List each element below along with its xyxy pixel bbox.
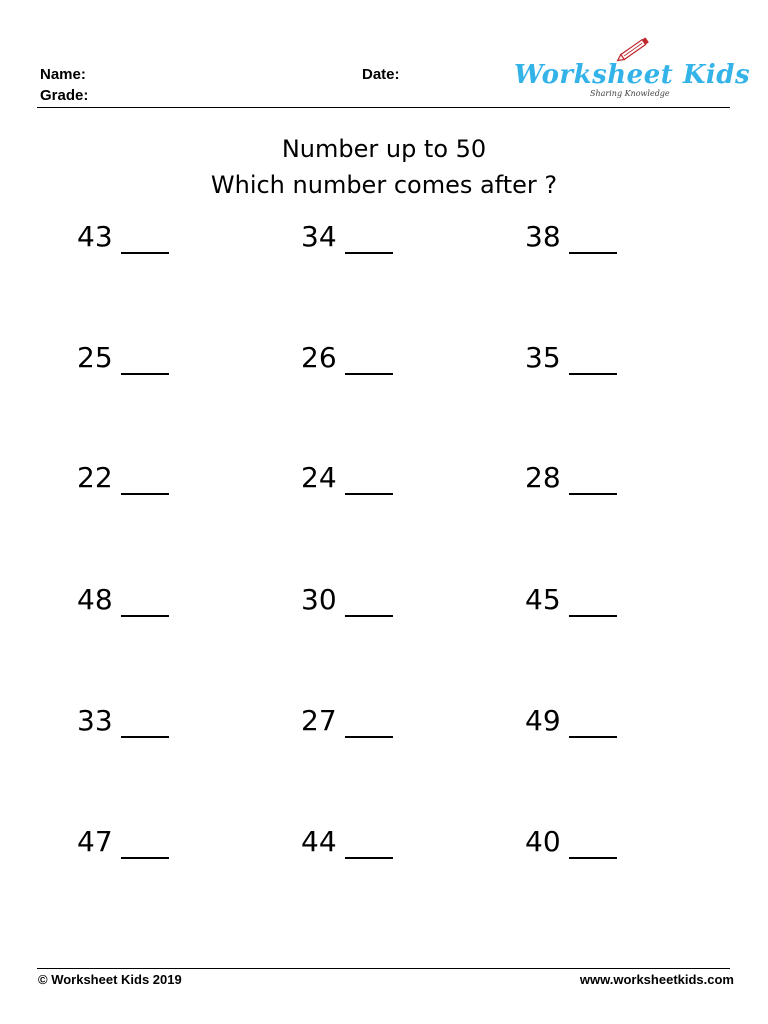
header-divider [37, 107, 730, 108]
worksheet-kids-logo [512, 34, 751, 104]
answer-blank[interactable] [569, 252, 617, 254]
problem-number: 35 [525, 341, 561, 374]
answer-blank[interactable] [345, 736, 393, 738]
footer-copyright: © Worksheet Kids 2019 [38, 972, 182, 987]
problem-item [301, 460, 461, 500]
problem-item [301, 340, 461, 380]
problem-item [77, 460, 237, 500]
problem-number: 38 [525, 220, 561, 253]
logo-text: Worksheet Kids [514, 60, 751, 90]
problem-item [301, 219, 461, 259]
name-label: Name: [40, 66, 86, 83]
problem-item [525, 219, 685, 259]
problem-item [525, 460, 685, 500]
answer-blank[interactable] [569, 493, 617, 495]
grade-label: Grade: [40, 87, 89, 104]
problem-item [77, 582, 237, 622]
answer-blank[interactable] [345, 857, 393, 859]
answer-blank[interactable] [345, 493, 393, 495]
problem-item [77, 824, 237, 864]
problem-item [77, 219, 237, 259]
problem-number: 40 [525, 825, 561, 858]
answer-blank[interactable] [121, 857, 169, 859]
worksheet-instruction: Which number comes after ? [210, 171, 558, 199]
answer-blank[interactable] [569, 373, 617, 375]
problem-item [301, 703, 461, 743]
problem-number: 44 [301, 825, 337, 858]
problem-number: 26 [301, 341, 337, 374]
problem-number: 22 [77, 461, 113, 494]
problem-number: 43 [77, 220, 113, 253]
answer-blank[interactable] [345, 373, 393, 375]
answer-blank[interactable] [569, 736, 617, 738]
answer-blank[interactable] [121, 736, 169, 738]
problem-number: 27 [301, 704, 337, 737]
problem-item [525, 340, 685, 380]
problem-number: 48 [77, 583, 113, 616]
problem-number: 49 [525, 704, 561, 737]
answer-blank[interactable] [345, 252, 393, 254]
problem-number: 28 [525, 461, 561, 494]
worksheet-title: Number up to 50 [281, 135, 487, 163]
answer-blank[interactable] [121, 615, 169, 617]
answer-blank[interactable] [569, 857, 617, 859]
problem-item [77, 703, 237, 743]
problem-item [525, 824, 685, 864]
problem-item [525, 582, 685, 622]
answer-blank[interactable] [569, 615, 617, 617]
problem-item [77, 340, 237, 380]
problem-number: 25 [77, 341, 113, 374]
answer-blank[interactable] [121, 493, 169, 495]
answer-blank[interactable] [121, 373, 169, 375]
problem-number: 24 [301, 461, 337, 494]
logo-tagline: Sharing Knowledge [590, 89, 670, 98]
problem-number: 30 [301, 583, 337, 616]
answer-blank[interactable] [121, 252, 169, 254]
answer-blank[interactable] [345, 615, 393, 617]
problem-item [301, 582, 461, 622]
footer-url[interactable]: www.worksheetkids.com [579, 972, 734, 987]
problem-number: 47 [77, 825, 113, 858]
problem-item [525, 703, 685, 743]
problem-item [301, 824, 461, 864]
date-label: Date: [362, 66, 400, 83]
problem-number: 34 [301, 220, 337, 253]
problem-number: 45 [525, 583, 561, 616]
footer-divider [37, 968, 730, 969]
problem-number: 33 [77, 704, 113, 737]
